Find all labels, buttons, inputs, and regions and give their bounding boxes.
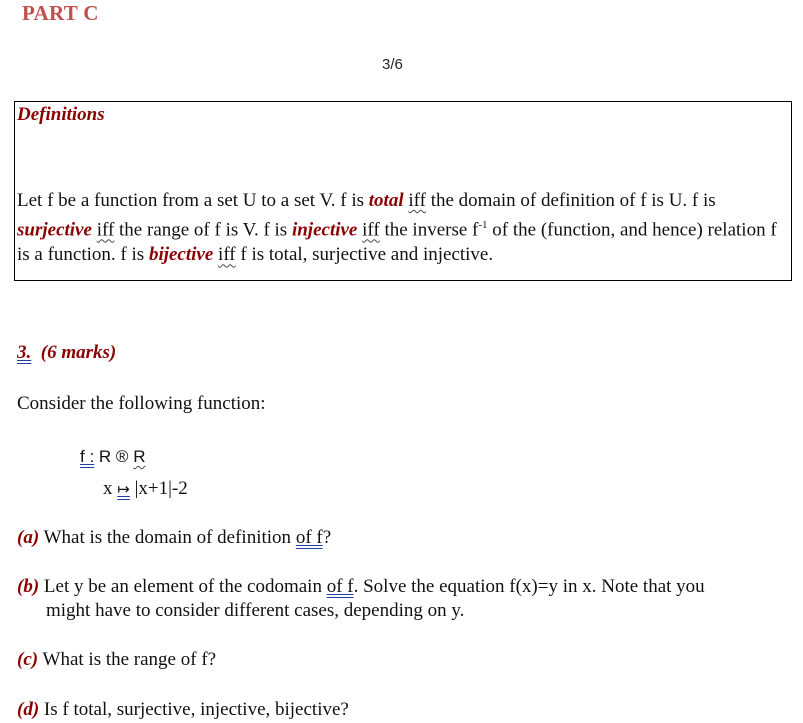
- definitions-box: [14, 101, 792, 281]
- part-text: Is f total, surjective, injective, bijective?: [43, 699, 349, 720]
- inverse-superscript: -1: [478, 219, 488, 231]
- part-title: PART C: [22, 1, 99, 25]
- term-bijective: bijective: [148, 244, 214, 266]
- part-text-underlined: of f: [295, 527, 323, 548]
- term-injective: injective: [291, 219, 358, 241]
- def-text-4: the inverse f: [379, 219, 479, 241]
- question-intro: Consider the following function:: [17, 393, 266, 414]
- part-text: What is the domain of definition: [43, 527, 296, 548]
- iff-word: iff: [96, 219, 115, 241]
- part-label: (c): [17, 649, 39, 670]
- term-total: total: [368, 190, 404, 211]
- iff-word: iff: [218, 244, 236, 266]
- function-name: f :: [80, 447, 95, 466]
- function-expression: |x+1|-2: [134, 478, 188, 499]
- part-text: What is the range of f?: [42, 649, 217, 670]
- def-text-1: Let f be a function from a set U to a set V. f is: [17, 190, 369, 211]
- mapsto-icon: ↦: [117, 480, 130, 498]
- part-label: (b): [17, 576, 40, 597]
- part-text-line2: might have to consider different cases, depending on y.: [46, 600, 465, 621]
- def-text-6: f is total, surjective and injective.: [235, 244, 494, 266]
- question-heading: [17, 342, 116, 364]
- part-text: Let y be an element of the codomain: [43, 576, 327, 597]
- function-codomain: R: [133, 447, 146, 466]
- part-text-end: . Solve the equation f(x)=y in x. Note that you: [353, 576, 705, 597]
- function-domain: R: [98, 447, 112, 466]
- question-part-d: [17, 698, 349, 722]
- question-part-a: [17, 526, 331, 550]
- definitions-heading: Definitions: [17, 104, 105, 125]
- part-text-end: ?: [322, 527, 332, 548]
- function-arrow: ®: [115, 447, 129, 466]
- def-text-5: of the (function, and hence) relation f is a function. f is: [17, 219, 777, 266]
- iff-word: iff: [362, 219, 380, 241]
- part-label: (a): [17, 527, 40, 548]
- question-marks: (6 marks): [40, 342, 117, 363]
- definitions-text: [17, 188, 777, 267]
- term-surjective: surjective: [17, 219, 92, 241]
- question-number: 3.: [17, 342, 32, 363]
- def-text-2: the domain of definition of f is U. f is: [425, 190, 716, 211]
- function-mapping: [103, 478, 188, 500]
- function-variable: x: [103, 478, 113, 499]
- def-text-3: the range of f is V. f is: [114, 219, 292, 241]
- question-part-b: [17, 575, 777, 623]
- function-signature: [80, 447, 145, 467]
- question-part-c: [17, 648, 216, 672]
- page-number: 3/6: [382, 56, 403, 73]
- part-label: (d): [17, 699, 40, 720]
- iff-word: iff: [408, 190, 426, 211]
- part-text-underlined: of f: [326, 576, 354, 597]
